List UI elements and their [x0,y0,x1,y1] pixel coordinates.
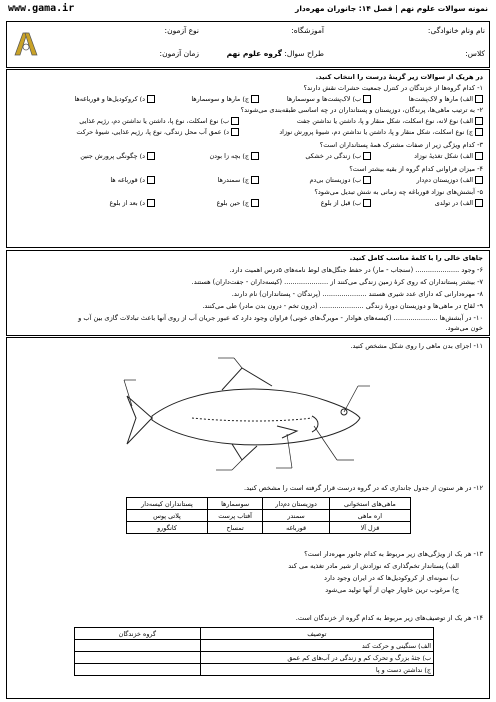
q13-item-a: الف) پستاندار تخم‌گذاری که نوزادش از شیر مادر تغذیه می کند [288,562,459,570]
table-header: ماهی‌های استخوانی [329,498,410,510]
q4-option-c[interactable]: ج) سمندرها [218,176,259,185]
table-header: پستانداران کیسه‌دار [127,498,208,510]
table-cell[interactable]: سمندر [263,510,330,522]
answer-cell[interactable] [75,640,201,652]
q5-option-d[interactable]: د) بعد از بلوغ [109,199,155,208]
answer-cell[interactable] [75,664,201,676]
blank-q6: ۶- وجود ..................... (سنجاب - مار) در حفظ جنگل‌های لوط نامه‌های ۵درس اهمیت دارد. [229,266,483,274]
classification-table [126,497,411,534]
reptile-table [74,627,434,676]
exam-header [6,21,490,68]
designer-label: طراح سوال: گروه علوم نهم [226,49,324,58]
class-label: کلاس: [465,49,485,58]
question-5: ۵- آبشش‌های نوزاد قورباغه چه زمانی به شش تبدیل می‌شود؟ [314,188,483,196]
table-cell[interactable]: تمساح [207,522,262,534]
q2-option-a[interactable]: الف) نوع لانه، نوع اسکلت، شکل منقار و پا، داشتن یا نداشتن جفت [297,117,483,126]
section1-heading: در هریک از سوالات زیر گزینهٔ درست را انتخاب کنید. [315,73,483,81]
question-4: ۴- میزان فراوانی کدام گروه از بقیه بیشتر است؟ [349,165,483,173]
q3-option-a[interactable]: الف) شکل تغذیهٔ نوزاد [414,152,483,161]
table-cell[interactable]: کانگورو [127,522,208,534]
table-cell[interactable]: پلاتی پوس [127,510,208,522]
top-bar [6,3,490,17]
fill-blank-section [6,250,490,336]
question-12: ۱۲- در هر ستون از جدول جانداری که در گروه درست قرار گرفته است را مشخص کنید. [244,484,483,492]
q1-option-a[interactable]: الف) مارها و لاک‌پشت‌ها [409,95,483,104]
table-cell: ب) جثهٔ بزرگ و تحرک کم و زندگی در آب‌های کم عمق [200,652,433,664]
time-label: زمان آزمون: [159,49,199,58]
gama-logo-icon [11,29,41,59]
blank-q7: ۷- بیشتر پستانداران که روی کرهٔ زمین زندگی می‌کنند از ..................... (کیسه‌داران - جفت‌داران) هستند. [191,278,483,286]
q3-option-b[interactable]: ب) زندگی در خشکی [305,152,371,161]
q2-option-b[interactable]: ب) نوع اسکلت، نوع پا، داشتن یا نداشتن دم، رژیم غذایی [79,117,239,126]
q3-option-d[interactable]: د) چگونگی پرورش جنین [80,152,155,161]
designer-value: گروه علوم نهم [226,49,282,58]
blank-q10-cont: خون می‌شود. [445,324,483,332]
table-cell[interactable]: قورباغه [263,522,330,534]
q4-option-d[interactable]: د) قورباغه ها [110,176,155,185]
table-header: سوسمارها [207,498,262,510]
teacher-label: آموزشگاه: [291,26,324,35]
multiple-choice-section [6,69,490,248]
answer-cell[interactable] [75,652,201,664]
table-cell: الف) سنگینی و حرکت کند [200,640,433,652]
table-cell[interactable]: اره ماهی [329,510,410,522]
q13-item-b: ب) نمونه‌ای از کروکودیل‌ها که در ایران وجود دارد [323,574,459,582]
question-3: ۳- کدام ویژگی زیر از صفات مشترک همهٔ پستانداران است؟ [319,141,483,149]
q4-option-b[interactable]: ب) دوزیستان بی‌دم [309,176,371,185]
q5-option-b[interactable]: ب) قبل از بلوغ [321,199,371,208]
table-cell: ج) نداشتن دست و پا [200,664,433,676]
question-11: ۱۱- اجزای بدن ماهی را روی شکل مشخص کنید. [350,342,483,350]
q13-item-c: ج) مرغوب ترین خاویار جهان از آنها تولید می‌شود [325,586,459,594]
table-cell[interactable]: قزل آلا [329,522,410,534]
q1-option-c[interactable]: ج) مارها و سوسمارها [191,95,259,104]
q1-option-d[interactable]: د) کروکودیل‌ها و قورباغه‌ها [74,95,155,104]
table-header: توصیف [200,628,433,640]
site-url[interactable]: www.gama.ir [8,3,75,14]
q5-option-a[interactable]: الف) در تولدی [435,199,483,208]
table-row [75,664,434,676]
question-2: ۲- به ترتیب ماهی‌ها، پرندگان، دوزیستان و پستانداران در چه اساسی طبقه‌بندی می‌شوند؟ [240,106,483,114]
table-row [75,652,434,664]
document-title: نمونه سوالات علوم نهم | فصل ۱۴: جانوران مهره‌دار [295,4,488,13]
fish-diagram-icon [122,356,372,476]
q1-option-b[interactable]: ب) لاک‌پشت‌ها و سوسمارها [287,95,371,104]
table-header: گروه خزندگان [75,628,201,640]
blank-q8: ۸- مهره‌دارانی که دارای عدد شیری هستند ..................... (پرندگان - پستانداران) نام دارند. [231,290,483,298]
q3-option-c[interactable]: ج) بچه زا بودن [209,152,259,161]
q5-option-c[interactable]: ج) حین بلوغ [217,199,259,208]
question-1: ۱- کدام گروه‌ها از خزندگان در کنترل جمعیت حشرات نقش دارند؟ [303,84,483,92]
table-row [127,510,411,522]
exam-type-label: نوع آزمون: [164,26,199,35]
q4-option-a[interactable]: الف) دوزیستان دم‌دار [417,176,483,185]
table-cell[interactable]: آفتاب پرست [207,510,262,522]
section2-heading: جاهای خالی را با کلمهٔ مناسب کامل کنید. [349,254,483,262]
question-14: ۱۴- هر یک از توصیف‌های زیر مربوط به کدام گروه از خزندگان است. [295,614,483,622]
q2-option-d[interactable]: د) عمق آب محل زندگی، نوع پا، رژیم غذایی، شیوهٔ حرکت [76,128,239,137]
table-header: دوزیستان دم‌دار [263,498,330,510]
q2-option-c[interactable]: ج) نوع اسکلت، شکل منقار و پا، داشتن یا نداشتن دم، شیوهٔ پرورش نوزاد [279,128,483,137]
questions-section [6,337,490,699]
blank-q9: ۹- لقاح در ماهی‌ها و دوزیستان دورهٔ زندگی ..................... (درون تخم - درون بدن مادر) طی می‌کنند. [202,302,483,310]
table-row [75,640,434,652]
blank-q10: ۱۰- در آبشش‌ها ..................... (کیسه‌های هوادار - مویرگ‌های خونی) فراوان وجود دارد که عبور جریان آب از روی آنها باعث تبادلات گازی بین آب و [78,314,483,322]
name-label: نام ونام خانوادگی: [427,26,485,35]
table-row [127,522,411,534]
question-13: ۱۳- هر یک از ویژگی‌های زیر مربوط به کدام جانور مهره‌دار است؟ [304,550,483,558]
